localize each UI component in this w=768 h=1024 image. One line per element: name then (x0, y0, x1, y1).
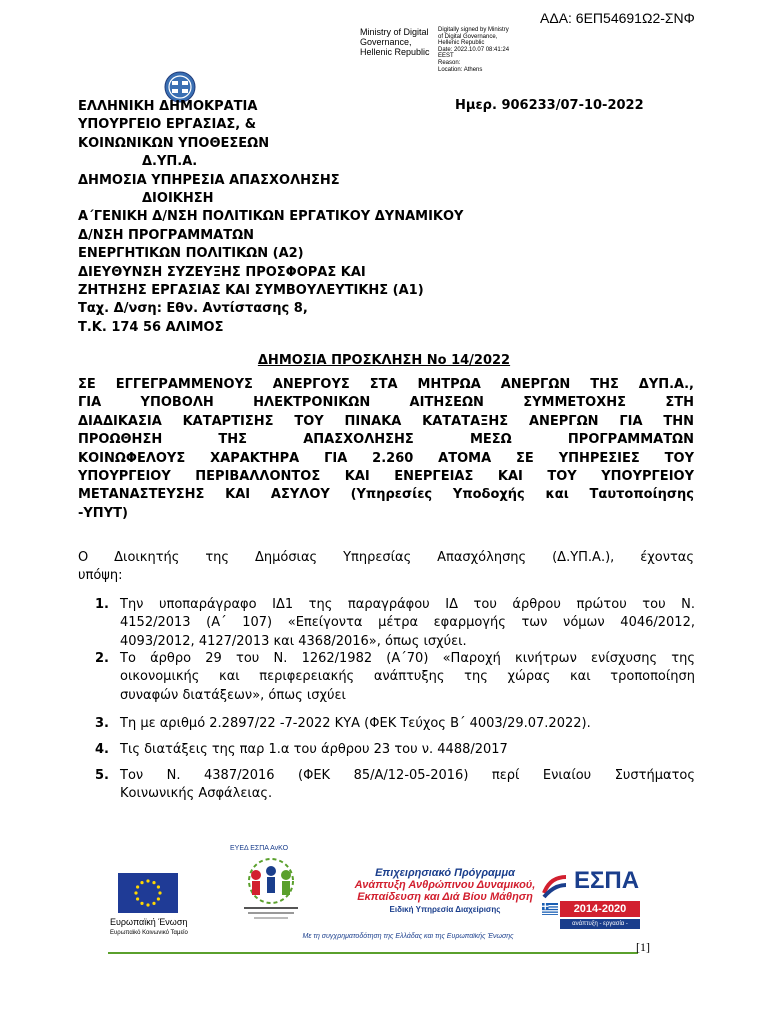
list-item-line: Τον Ν. 4387/2016 (ΦΕΚ 85/Α/12-05-2016) περί Ενιαίου Συστήματος (120, 768, 695, 783)
signature-details (438, 27, 509, 73)
header-line: ΖΗΤΗΣΗΣ ΕΡΓΑΣΙΑΣ ΚΑΙ ΣΥΜΒΟΥΛΕΥΤΙΚΗΣ (Α1) (78, 283, 424, 299)
espa-tagline: ανάπτυξη - εργασία - αλληλεγγύη (560, 919, 640, 929)
programme-line: Επιχειρησιακό Πρόγραμμα (375, 867, 515, 879)
header-line: Α΄ΓΕΝΙΚΗ Δ/ΝΣΗ ΠΟΛΙΤΙΚΩΝ ΕΡΓΑΤΙΚΟΥ ΔΥΝΑΜΙΚΟΥ (78, 209, 464, 225)
subject-line: ΠΡΟΩΘΗΣΗ ΤΗΣ ΑΠΑΣΧΟΛΗΣΗΣ ΜΕΣΩ ΠΡΟΓΡΑΜΜΑΤΩΝ (78, 432, 694, 448)
signature-detail-line: EEST (438, 53, 454, 60)
list-item-line: συναφών διατάξεων», όπως ισχύει (120, 687, 346, 703)
page-reference: [1] (636, 940, 650, 954)
header-line: ΔΗΜΟΣΙΑ ΥΠΗΡΕΣΙΑ ΑΠΑΣΧΟΛΗΣΗΣ (78, 172, 340, 188)
protocol-number: Ημερ. 906233/07-10-2022 (455, 98, 644, 113)
list-item (95, 741, 695, 759)
list-item-line: οικονομικής και περιφερειακής ανάπτυξης της χώρας και τροποποίηση (120, 669, 695, 685)
signature-detail-line: Location: Athens (438, 66, 483, 73)
document-title: ΔΗΜΟΣΙΑ ΠΡΟΣΚΛΗΣΗ Νο 14/2022 (257, 353, 511, 368)
signature-organization (360, 27, 430, 57)
subject-line: ΜΕΤΑΝΑΣΤΕΥΣΗΣ ΚΑΙ ΑΣΥΛΟΥ (Υπηρεσίες Υποδοχής και Ταυτοποίησης (78, 487, 694, 503)
list-item-line: Τη με αριθμό 2.2897/22 -7-2022 ΚΥΑ (ΦΕΚ Τεύχος Β΄ 4003/29.07.2022). (120, 716, 591, 731)
espa-years: 2014-2020 (560, 901, 640, 917)
list-item-line: Κοινωνικής Ασφάλειας. (120, 786, 273, 802)
espa-logo (540, 865, 640, 937)
list-item-number: 1. (95, 597, 109, 612)
header-line: ΔΙΕΥΘΥΝΣΗ ΣΥΖΕΥΞΗΣ ΠΡΟΣΦΟΡΑΣ ΚΑΙ (78, 264, 366, 280)
list-item-line: Την υποπαράγραφο ΙΔ1 της παραγράφου ΙΔ του άρθρου πρώτου του Ν. (120, 597, 695, 612)
subject-line: ΓΙΑ ΥΠΟΒΟΛΗ ΗΛΕΚΤΡΟΝΙΚΩΝ ΑΙΤΗΣΕΩΝ ΣΥΜΜΕΤΟΧΗΣ ΣΤΗ (78, 395, 694, 411)
header-line: ΕΝΕΡΓΗΤΙΚΩΝ ΠΟΛΙΤΙΚΩΝ (Α2) (78, 246, 304, 262)
list-item-number: 5. (95, 768, 109, 783)
programme-line: Εκπαίδευση και Διά Βίου Μάθηση (357, 891, 533, 903)
programme-line: Ειδική Υπηρεσία Διαχείρισης (389, 905, 501, 914)
people-figures-icon (226, 857, 316, 923)
signature-detail-line: Hellenic Republic (438, 40, 485, 47)
footer-divider (108, 952, 638, 954)
subject-line: ΥΠΟΥΡΓΕΙΟΥ ΠΕΡΙΒΑΛΛΟΝΤΟΣ ΚΑΙ ΕΝΕΡΓΕΙΑΣ ΚΑΙ ΤΟΥ ΥΠΟΥΡΓΕΙΟΥ (78, 469, 694, 485)
subject-line: -ΥΠΥΤ) (78, 505, 128, 521)
header-line: ΚΟΙΝΩΝΙΚΩΝ ΥΠΟΘΕΣΕΩΝ (78, 135, 270, 151)
issuer-header (78, 98, 463, 337)
list-item-line: 4093/2012, 4127/2013 και 4368/2016», όπως ισχύει. (120, 633, 467, 649)
ada-code: ΑΔΑ: 6ΕΠ54691Ω2-ΣΝΦ (540, 10, 695, 26)
subject-line: ΣΕ ΕΓΓΕΓΡΑΜΜΕΝΟΥΣ ΑΝΕΡΓΟΥΣ ΣΤΑ ΜΗΤΡΩΑ ΑΝΕΡΓΩΝ ΤΗΣ ΔΥΠ.Α., (78, 377, 694, 392)
funding-banner (108, 835, 638, 953)
signature-org-line: Hellenic Republic (360, 47, 430, 57)
signature-detail-line: Date: 2022.10.07 08:41:24 (438, 46, 510, 53)
signature-org-line: Governance, (360, 37, 412, 47)
list-item (95, 715, 695, 733)
espa-word: ΕΣΠΑ (574, 867, 640, 894)
eyed-label: ΕΥΕΔ ΕΣΠΑ ΑνΚΟ (230, 845, 289, 852)
espa-swirl-icon (540, 871, 570, 901)
intro-line: Ο Διοικητής της Δημόσιας Υπηρεσίας Απασχόλησης (Δ.ΥΠ.Α.), έχοντας (78, 550, 694, 565)
programme-line: Ανάπτυξη Ανθρώπινου Δυναμικού, (354, 879, 536, 891)
subject-line: ΚΟΙΝΩΦΕΛΟΥΣ ΧΑΡΑΚΤΗΡΑ ΓΙΑ 2.260 ΑΤΟΜΑ ΣΕ ΥΠΗΡΕΣΙΕΣ ΤΟΥ (78, 450, 694, 466)
eyed-logo (216, 845, 326, 945)
header-line: ΕΛΛΗΝΙΚΗ ΔΗΜΟΚΡΑΤΙΑ (78, 99, 258, 114)
signature-detail-line: Reason: (438, 59, 461, 66)
greek-flag-icon (542, 903, 558, 915)
header-line: Δ.ΥΠ.Α. (142, 154, 198, 170)
list-item-number: 3. (95, 716, 109, 731)
eu-flag-icon (118, 873, 178, 913)
list-item (95, 650, 695, 705)
header-line: ΥΠΟΥΡΓΕΙΟ ΕΡΓΑΣΙΑΣ, & (78, 117, 257, 133)
intro-paragraph (78, 549, 694, 586)
header-line: Ταχ. Δ/νση: Εθν. Αντίστασης 8, (78, 301, 308, 317)
cofinance-note: Με τη συγχρηματοδότηση της Ελλάδας και της Ευρωπαϊκής Ένωσης (302, 933, 514, 940)
signature-detail-line: of Digital Governance, (438, 33, 498, 40)
eu-label: Ευρωπαϊκή Ένωση (110, 917, 188, 927)
signature-org-line: Ministry of Digital (360, 27, 429, 37)
signature-detail-line: Digitally signed by Ministry (438, 27, 509, 33)
list-item-line: Τις διατάξεις της παρ 1.α του άρθρου 23 του ν. 4488/2017 (120, 742, 508, 757)
list-item-number: 2. (95, 651, 109, 666)
eu-fund-label: Ευρωπαϊκό Κοινωνικό Ταμείο (110, 930, 188, 936)
list-item-number: 4. (95, 742, 109, 757)
header-line: Τ.Κ. 174 56 ΑΛΙΜΟΣ (78, 319, 224, 335)
list-item-line: 4152/2013 (Α΄ 107) «Επείγοντα μέτρα εφαρμογής των νόμων 4046/2012, (120, 615, 695, 631)
subject-line: ΔΙΑΔΙΚΑΣΙΑ ΚΑΤΑΡΤΙΣΗΣ ΤΟΥ ΠΙΝΑΚΑ ΚΑΤΑΤΑΞΗΣ ΑΝΕΡΓΩΝ ΓΙΑ ΤΗΝ (78, 413, 694, 429)
header-line: Δ/ΝΣΗ ΠΡΟΓΡΑΜΜΑΤΩΝ (78, 227, 255, 243)
intro-line: υπόψη: (78, 568, 123, 584)
list-item-line: Το άρθρο 29 του Ν. 1262/1982 (Α΄70) «Παροχή κινήτρων ενίσχυσης της (120, 651, 695, 666)
list-item (95, 596, 695, 651)
operational-programme (350, 867, 540, 914)
document-subject (78, 376, 694, 523)
list-item (95, 767, 695, 804)
header-line: ΔΙΟΙΚΗΣΗ (142, 191, 214, 207)
